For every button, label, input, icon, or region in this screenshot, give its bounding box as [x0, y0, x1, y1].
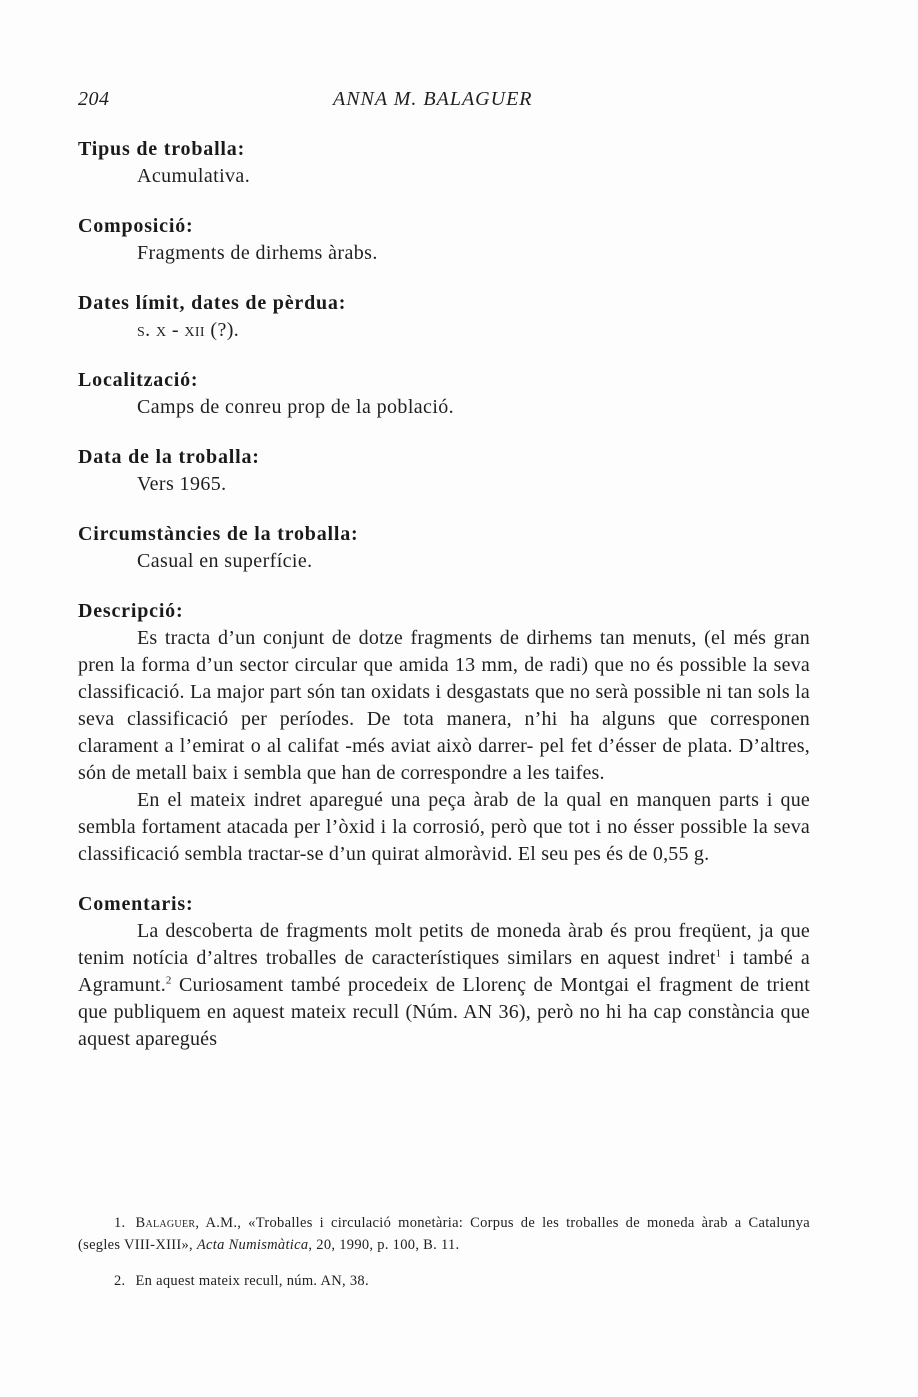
field-value: Fragments de dirhems àrabs. [137, 242, 378, 264]
paragraph: Es tracta d’un conjunt de dotze fragments de dirhems tan menuts, (el més gran pren la forma d’un sector circular que amida 13 mm, de radi) que no és possible la seva classificació. La major part són tan oxidats i desgastats que no serà possible ni tan sols la seva classificació per períodes. De tota manera, n’hi ha alguns que corresponen clarament a l’emirat o al califat -més aviat això darrer- pel fet d’ésser de plata. D’altres, són de metall baix i sembla que han de correspondre a les taifes. [78, 627, 810, 784]
section-comentaris [78, 891, 810, 1053]
running-title: ANNA M. BALAGUER [333, 88, 533, 110]
footnote-text: En aquest mateix recull, núm. AN, 38. [135, 1273, 369, 1289]
field-dates [78, 290, 810, 344]
footnote-2 [78, 1270, 810, 1292]
field-label: Circumstàncies de la troballa: [78, 523, 359, 545]
section-heading: Descripció: [78, 600, 184, 622]
field-composicio [78, 213, 810, 267]
footnote-number: 2. [114, 1273, 126, 1289]
field-label: Data de la troballa: [78, 446, 260, 468]
field-value: Vers 1965. [137, 473, 227, 495]
paragraph [78, 918, 810, 1053]
footnote-journal: Acta Numismàtica [196, 1237, 309, 1253]
footnote-ref: 1 [715, 947, 722, 960]
field-value: Camps de conreu prop de la població. [137, 396, 455, 418]
field-label: Dates límit, dates de pèrdua: [78, 292, 347, 314]
footnote-text: , 20, 1990, p. 100, B. 11. [308, 1237, 460, 1253]
field-label: Tipus de troballa: [78, 138, 246, 160]
footnote-author: Balaguer [135, 1215, 196, 1231]
text-run: La descoberta de fragments molt petits de moneda àrab és prou freqüent, ja que tenim notícia d’altres troballes de característiques similars en aquest indret [78, 920, 810, 969]
field-label: Localització: [78, 369, 199, 391]
field-label: Composició: [78, 215, 194, 237]
footnote-number: 1. [114, 1215, 126, 1231]
footnote-text: , A.M., «Troballes i circulació monetària: Corpus de les troballes de moneda àrab a Catalunya (segles VIII-XIII», [78, 1215, 810, 1253]
field-tipus [78, 136, 810, 190]
section-descripcio [78, 598, 810, 868]
main-content [78, 136, 810, 1076]
field-circumstancies [78, 521, 810, 575]
section-heading: Comentaris: [78, 893, 194, 915]
text-run: i també a Agramunt. [78, 947, 810, 996]
field-value: Casual en superfície. [137, 550, 313, 572]
footnotes [78, 1212, 810, 1306]
paragraph: En el mateix indret aparegué una peça àrab de la qual en manquen parts i que sembla fortament atacada per l’òxid i la corrosió, però que tot i no ésser possible la seva classificació sembla tractar-se d’un quirat almoràvid. El seu pes és de 0,55 g. [78, 789, 810, 865]
footnote-ref: 2 [165, 974, 172, 987]
running-head [78, 88, 810, 118]
field-value: s. x - xii (?). [137, 319, 240, 341]
footnote-1 [78, 1212, 810, 1256]
field-value: Acumulativa. [137, 165, 251, 187]
field-localitzacio [78, 367, 810, 421]
text-run: Curiosament també procedeix de Llorenç de Montgai el fragment de trient que publiquem en aquest mateix recull (Núm. AN 36), però no hi ha cap constància que aquest aparegués [78, 974, 810, 1050]
page-number: 204 [78, 88, 110, 110]
field-data [78, 444, 810, 498]
